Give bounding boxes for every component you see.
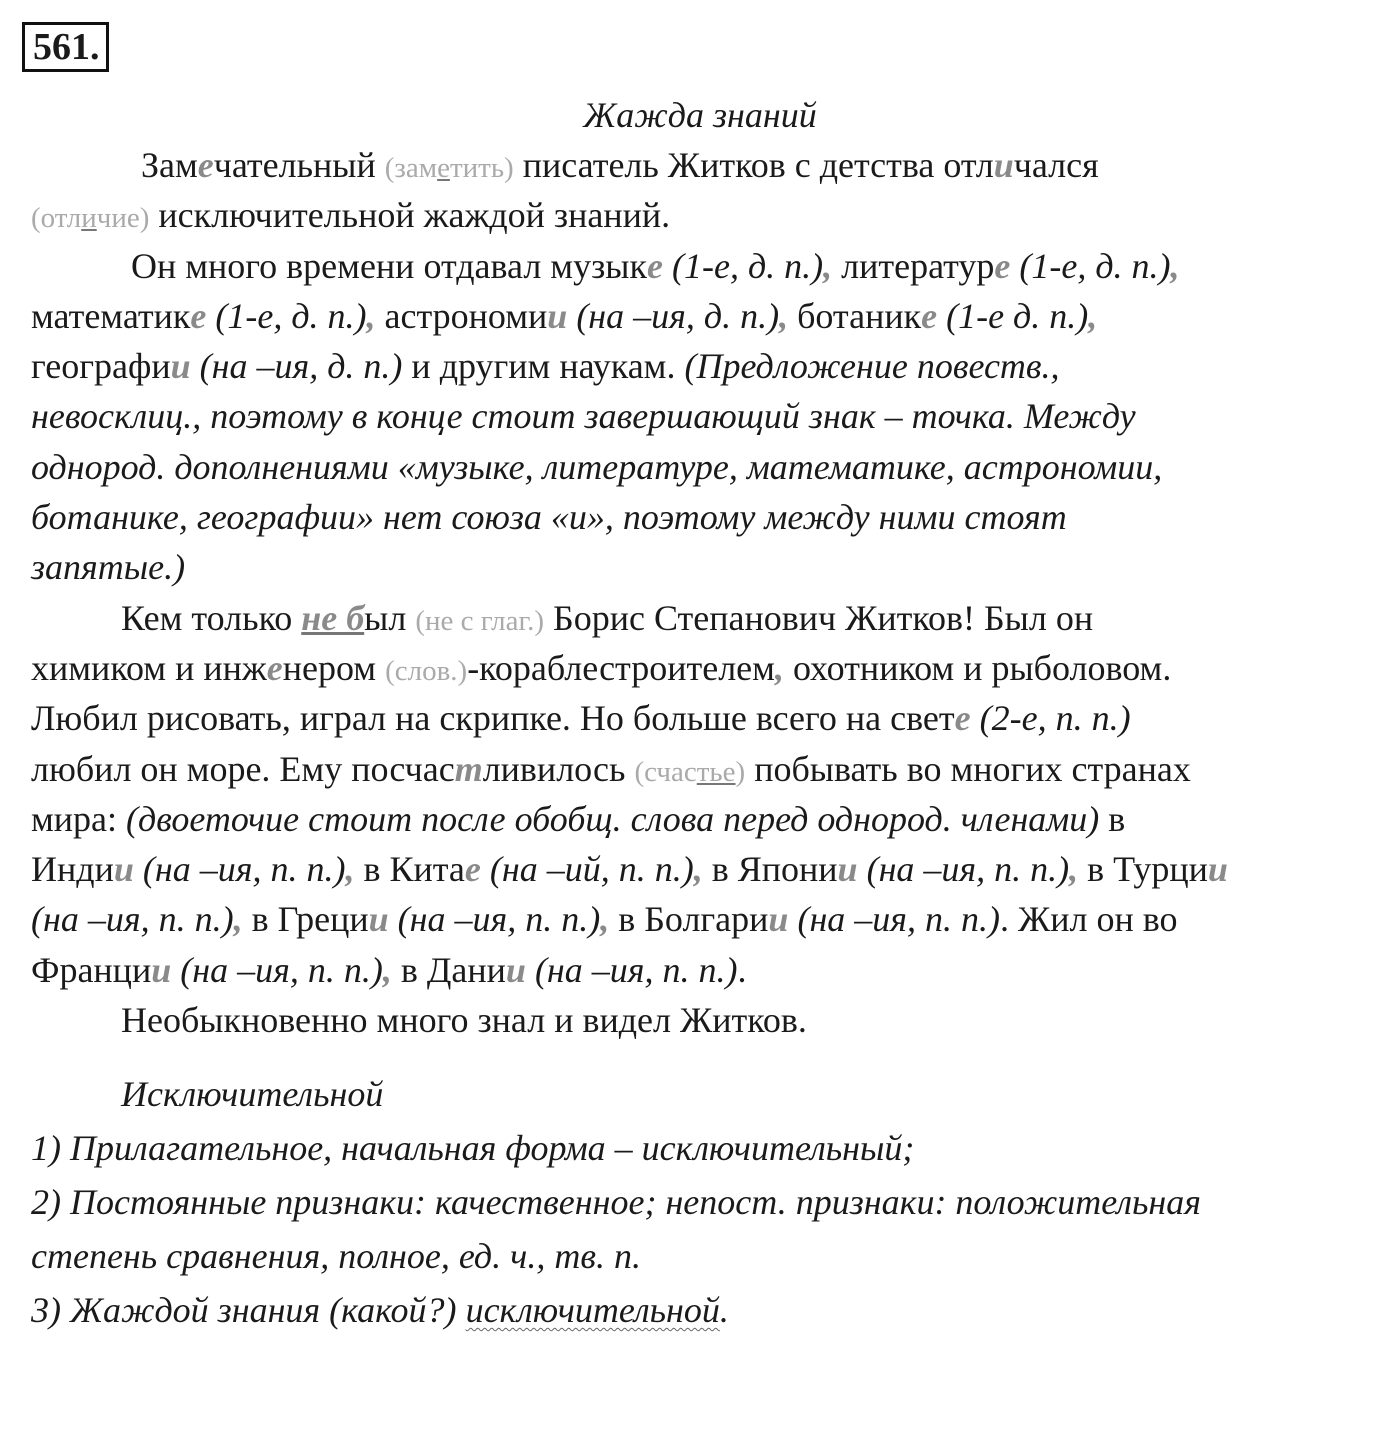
highlighted-letter: е [190, 295, 207, 336]
highlighted-letter: , [1170, 245, 1180, 286]
text-segment: охотником и рыболовом. [783, 647, 1172, 688]
text-line [31, 693, 1391, 743]
comment-text: невосклиц., поэтому в конце стоит завершающий знак – точка. Между [31, 396, 1136, 437]
text-segment: и другим наукам. [402, 346, 685, 387]
hint-word: чие) [96, 202, 150, 235]
comment-text: (на –ия, п. п.) [388, 899, 601, 940]
highlighted-letter: и [993, 145, 1014, 185]
highlighted-letter: , [693, 849, 703, 890]
comment-text: (1-е, д. п.) [1010, 245, 1171, 286]
comment-text: (на –ия, п. п.) [525, 949, 738, 990]
comment-text: (1-е д. п.) [937, 295, 1089, 336]
comment-text: (на –ия, п. п.) [788, 899, 1001, 940]
text-line [31, 744, 1391, 794]
hint-word: (слов.) [385, 654, 468, 687]
analysis-item-2b: степень сравнения, полное, ед. ч., тв. п. [31, 1236, 641, 1276]
text-segment: географи [31, 346, 171, 387]
comment-text: (на –ия, п. п.) [133, 849, 346, 890]
text-title: Жажда знаний [583, 95, 817, 135]
text-segment: чательный [213, 145, 385, 185]
exercise-number-dot: . [90, 26, 100, 68]
highlighted-letter: и [768, 899, 789, 940]
text-segment: Любил рисовать, играл на скрипке. Но больше всего на свет [31, 698, 955, 739]
highlighted-letter: е [921, 295, 938, 336]
text-line [31, 241, 1391, 291]
highlighted-letter: е [266, 647, 283, 688]
text-line [31, 291, 1391, 341]
comment-text: (на –ий, п. п.) [480, 849, 694, 890]
text-segment: в Греци [242, 899, 369, 940]
comment-text: (2-е, п. п.) [970, 698, 1131, 739]
highlighted-letter: , [600, 899, 610, 940]
text-segment: Франци [31, 949, 152, 990]
text-segment: Кем только [121, 597, 302, 638]
text-segment: Борис Степанович Житков! Был он [544, 597, 1094, 638]
text-segment: . Жил он во [1000, 899, 1178, 940]
analysis-item-3 [31, 1283, 1201, 1337]
highlighted-letter: и [151, 949, 172, 990]
highlighted-letter: , [779, 295, 789, 336]
text-segment: в Дани [391, 949, 506, 990]
hint-word: (счас [634, 755, 697, 788]
comment-text: (Предложение повеств., [684, 346, 1060, 387]
text-segment: мира: [31, 798, 127, 839]
highlighted-letter: и [1207, 849, 1228, 890]
hint-word: (не с глаг.) [415, 604, 545, 637]
text-segment: литератур [832, 245, 995, 286]
text-segment: чался [1013, 145, 1099, 185]
highlighted-letter: е [464, 849, 481, 890]
analysis-item-2a: 2) Постоянные признаки: качественное; непост. признаки: положительная [31, 1182, 1202, 1222]
highlighted-letter: , [774, 647, 784, 688]
text-segment: . [737, 949, 747, 990]
comment-text: (1-е, д. п.) [206, 295, 367, 336]
comment-text: (на –ия, п. п.) [857, 849, 1070, 890]
highlighted-letter: т [454, 748, 483, 789]
highlighted-letter: е [954, 698, 971, 739]
highlighted-letter: , [345, 849, 355, 890]
highlighted-letter: е [647, 245, 663, 286]
text-line [31, 794, 1391, 844]
text-line [31, 442, 1391, 492]
word-analysis [31, 1067, 1201, 1337]
text-line [31, 542, 1391, 592]
hint-word: (зам [384, 152, 438, 184]
highlighted-letter: и [547, 295, 568, 336]
text-segment: химиком и инж [31, 647, 267, 688]
text-segment: -кораблестроителем [467, 647, 775, 688]
comment-text: (на –ия, д. п.) [190, 346, 403, 387]
hint-word: (отл [31, 202, 82, 235]
exercise-text [31, 140, 1391, 1045]
text-segment: побывать во многих странах [745, 748, 1191, 789]
text-line [31, 894, 1391, 944]
text-segment: ботаник [788, 295, 922, 336]
analysis-item-3-end: . [719, 1290, 729, 1330]
text-segment: астрономи [375, 295, 548, 336]
comment-text: (1-е, д. п.) [662, 245, 824, 286]
text-line [31, 593, 1391, 643]
analysis-heading: Исключительной [121, 1074, 384, 1114]
text-segment: ливилось [482, 748, 635, 789]
analysis-item-3-word: исключительной [465, 1290, 720, 1330]
exercise-number-box [22, 22, 109, 72]
analysis-item-3-prefix: 3) Жаждой знания (какой?) [31, 1290, 466, 1330]
text-line [31, 492, 1391, 542]
text-segment: исключительной жаждой знаний. [149, 195, 671, 236]
text-line [31, 945, 1391, 995]
highlighted-letter: не б [301, 597, 365, 638]
text-segment: Зам [141, 145, 198, 185]
comment-text: (на –ия, п. п.) [171, 949, 383, 990]
hint-word: тить) [449, 152, 514, 184]
text-line [31, 643, 1391, 693]
highlighted-letter: , [1088, 295, 1098, 336]
highlighted-letter: , [382, 949, 392, 990]
text-segment: Он много времени отдавал музык [131, 245, 647, 286]
text-line [31, 190, 1391, 240]
text-segment: в Япони [702, 849, 838, 890]
comment-text: запятые.) [31, 547, 186, 588]
highlighted-letter: , [1069, 849, 1079, 890]
highlighted-letter: и [505, 949, 526, 990]
hint-letter: тье [696, 755, 736, 788]
highlighted-letter: , [366, 295, 376, 336]
highlighted-letter: и [170, 346, 191, 387]
text-segment: математик [31, 295, 191, 336]
text-line [31, 391, 1391, 441]
highlighted-letter: и [837, 849, 858, 890]
highlighted-letter: , [233, 899, 243, 940]
text-line [31, 140, 1391, 190]
comment-text: однород. дополнениями «музыке, литературе, математике, астрономии, [31, 446, 1163, 487]
text-segment: любил он море. Ему посчас [31, 748, 455, 789]
highlighted-letter: и [368, 899, 389, 940]
text-segment: ыл [364, 597, 416, 638]
text-line [31, 844, 1391, 894]
text-segment: в Турци [1078, 849, 1208, 890]
highlighted-letter: , [823, 245, 833, 286]
analysis-item-1: 1) Прилагательное, начальная форма – исключительный; [31, 1128, 915, 1168]
text-segment: в [1099, 798, 1126, 839]
text-segment: Необыкновенно много знал и видел Житков. [121, 1000, 807, 1041]
hint-word: ) [735, 755, 746, 788]
hint-letter: и [81, 202, 97, 235]
comment-text: (двоеточие стоит после обобщ. слова перед однород. членами) [126, 798, 1100, 839]
highlighted-letter: и [113, 849, 134, 890]
text-segment: писатель Житков с детства отл [513, 145, 994, 185]
hint-letter: е [437, 152, 450, 184]
highlighted-letter: е [994, 245, 1011, 286]
text-segment: Инди [31, 849, 114, 890]
comment-text: (на –ия, п. п.) [31, 899, 234, 940]
text-line [31, 995, 1391, 1045]
comment-text: (на –ия, д. п.) [567, 295, 780, 336]
text-segment: в Кита [354, 849, 465, 890]
text-segment: нером [282, 647, 386, 688]
text-line [31, 341, 1391, 391]
highlighted-letter: е [197, 145, 214, 185]
comment-text: ботанике, географии» нет союза «и», поэтому между ними стоят [31, 497, 1067, 538]
exercise-number: 561 [33, 26, 90, 68]
text-segment: в Болгари [609, 899, 769, 940]
